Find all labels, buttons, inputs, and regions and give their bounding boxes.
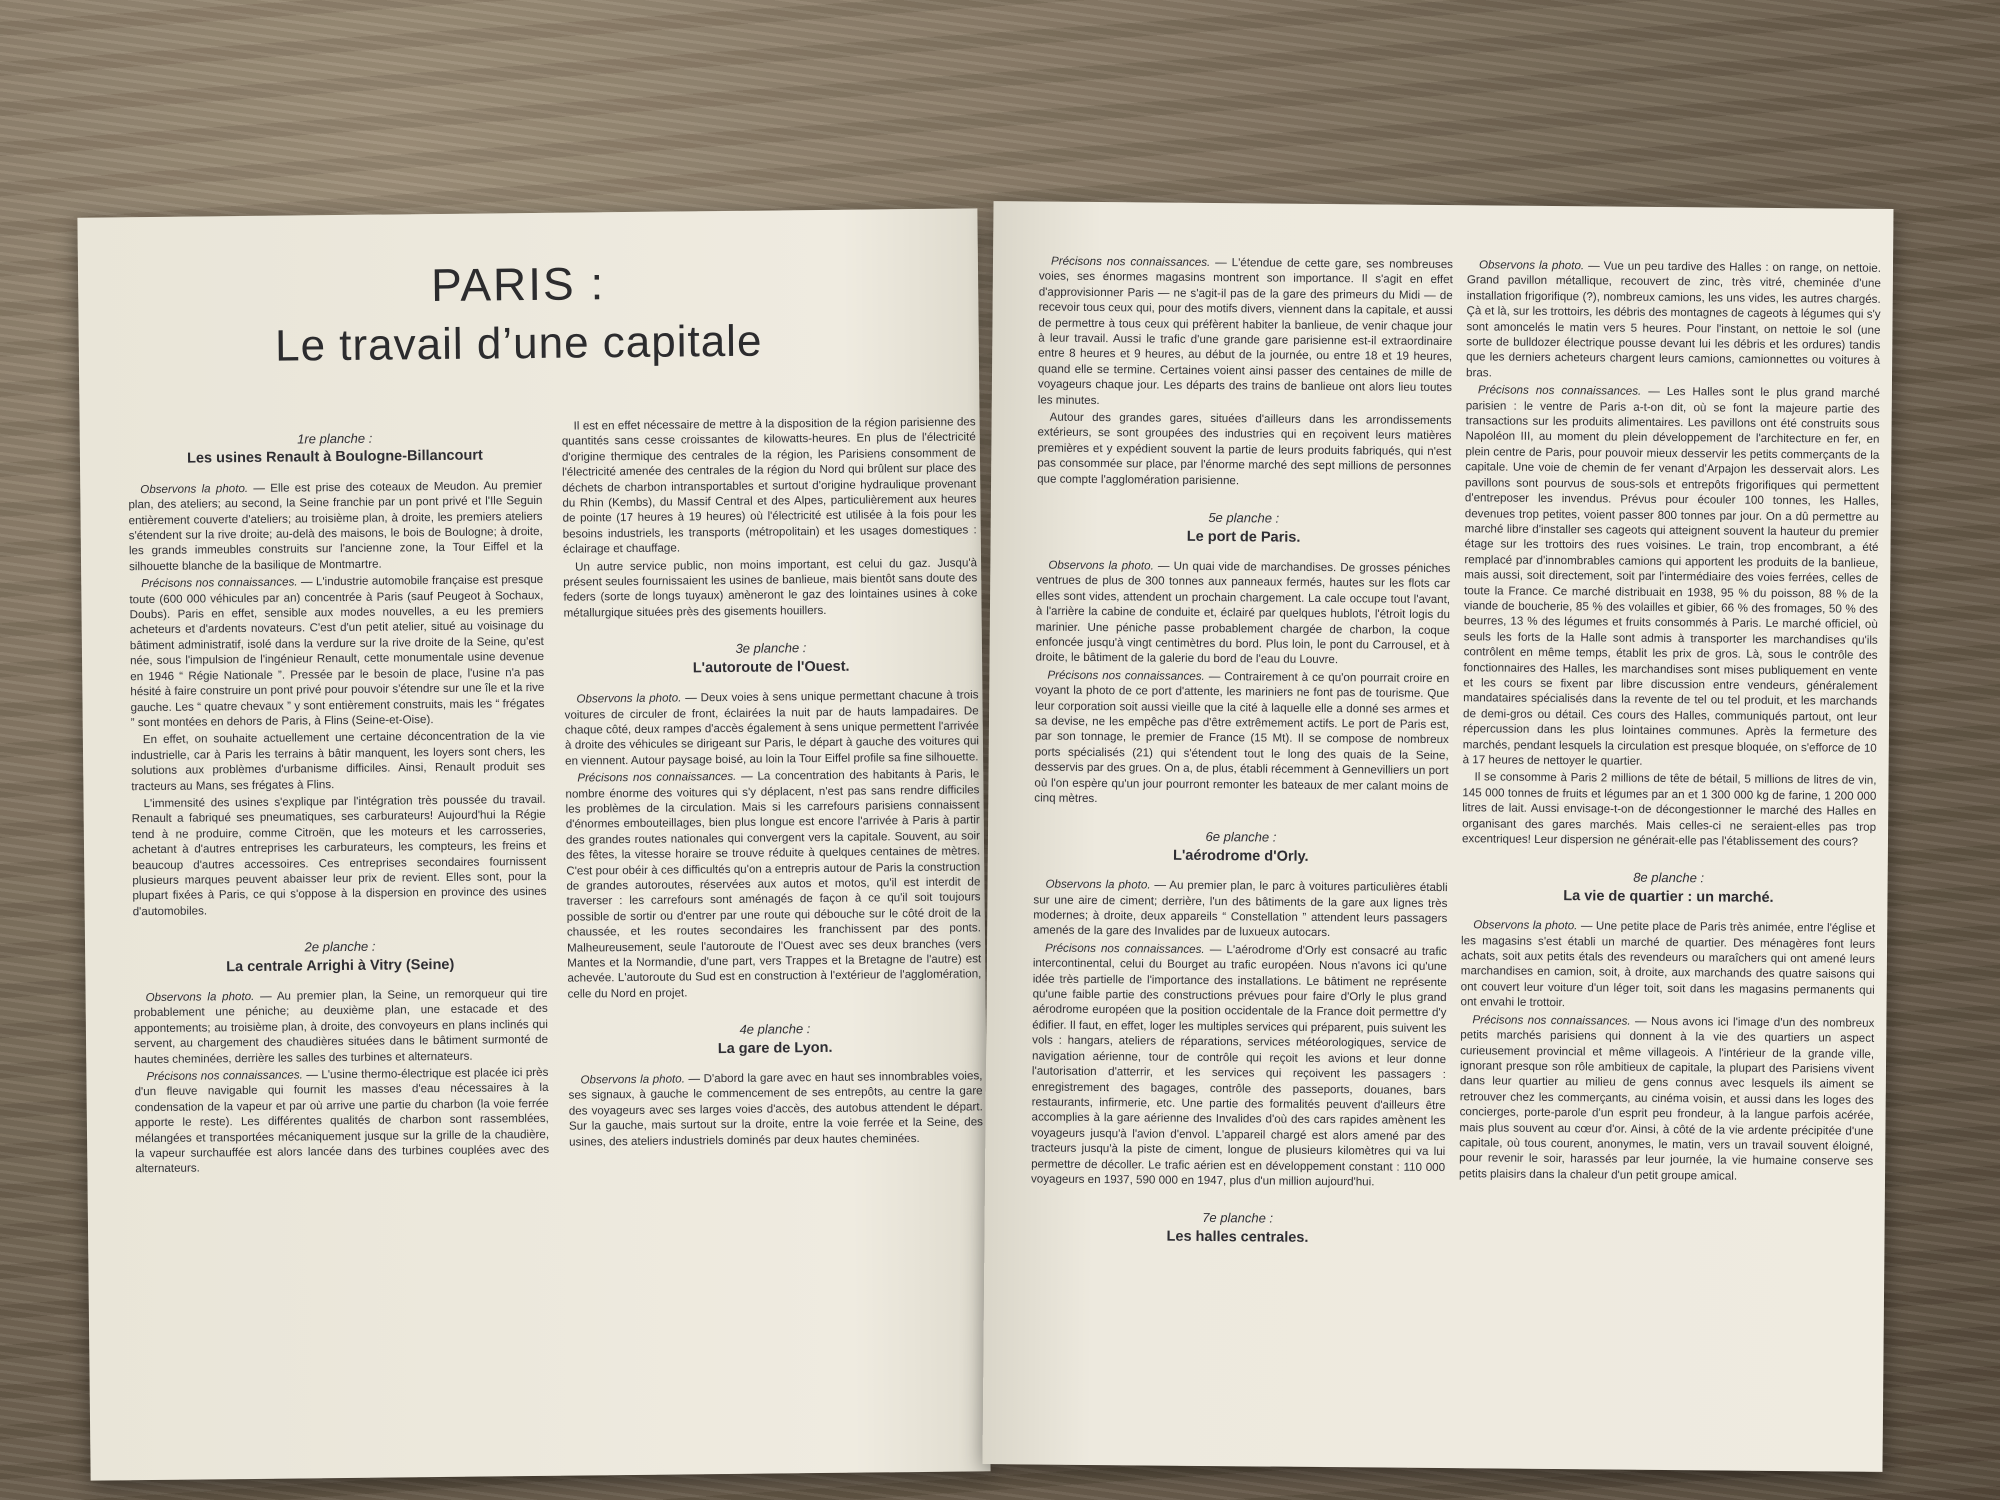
left-column-1	[128, 429, 550, 1179]
page-title	[208, 254, 829, 372]
section-7-paragraph: Observons la photo. — Vue un peu tardive des Halles : on range, on nettoie. Grand pavillon métallique, recouvert de zinc, très vitré, cheminée d'une installation frigorifique (?), nombreux camions, les uns vides, les autres chargés. Çà et là, sur les trottoirs, les débris des montagnes de cageots à légumes qui s'y sont amoncelés le matin vers 5 heures. Pour l'instant, on nettoie le sol (une sorte de bulldozer électrique pousse devant lui les débris et les ordures) tandis que les derniers acheteurs chargent leurs camions, camionnettes ou voitures à bras.	[1465, 258, 1882, 380]
section-1-number: 1re planche :	[297, 430, 373, 447]
section-8-number: 8e planche :	[1633, 870, 1705, 886]
section-1-paragraph: L'immensité des usines s'explique par l'intégration très poussée du travail. Renault a fabriqué ses pneumatiques, ses carburateurs! Aujourd'hui la Régie tend à ne produire, comme Citroën, que les moteurs et les carrosseries, achetant à d'autres entreprises les carburateurs, les compteurs, les freins et beaucoup d'autres accessoires. Ces entreprises secondaires fournissent plusieurs marques peuvent abaisser leur prix de revient. Elles sont, pour la plupart fixées à Paris, ce qui s'oppose à la dispersion en province des usines d'automobiles.	[131, 792, 547, 918]
section-8-title: La vie de quartier : un marché.	[1563, 887, 1774, 906]
section-6-number: 6e planche :	[1205, 829, 1277, 845]
section-7-number: 7e planche :	[1202, 1210, 1274, 1226]
section-8-paragraph: Précisons nos connaissances. — Nous avons ici l'image d'un des nombreux petits marchés parisiens qui donnent à la vie des quartiers un aspect curieusement provincial et même villageois. A l'intérieur de la grande ville, ignorant presque son rôle ambitieux de capitale, la plupart des Parisiens vivent dans leur quartier au milieu de gens connus avec lesquels ils aiment se retrouver chez les commerçants, au cinéma voisin, et aussi dans les loges des concierges, porte-parole d'un esprit peu frondeur, à la langue parfois acérée, mais plus souvent au cœur d'or. Ainsi, à côté de la vie ardente précipitée d'une capitale, où tous courent, anonymes, le matin, vers un travail souvent éloigné, pour revenir le soir, harassés par leur journée, la vie humaine conserve ses petits plaisirs dans la chaleur d'un petit groupe amical.	[1459, 1012, 1875, 1183]
section-6-paragraph: Observons la photo. — Au premier plan, le parc à voitures particulières établi sur une aire de ciment; derrière, l'un des bâtiments de la gare aux lignes très modernes; à droite, deux appareils “ Constellation ” attendent leurs passagers amenés de la gare des Invalides par de luxueux autocars.	[1033, 877, 1448, 940]
section-4-number: 4e planche :	[739, 1021, 811, 1038]
section-8-paragraph: Observons la photo. — Une petite place de Paris très animée, entre l'église et les magasins s'est établi un marché de quartier. Des ménagères font leurs achats, soit aux petits étals des revendeurs ou maraîchers qui ont amené leurs marchandises en camion, soit, à droite, aux marchands des quatre saisons qui ont couvert leur voiture d'un léger toit, soit dans les magasins permanents qui ont envahi le trottoir.	[1460, 918, 1876, 1010]
section-3-paragraph: Observons la photo. — Deux voies à sens unique permettant chacune à trois voitures de circuler de front, éclairées la nuit par de hauts lampadaires. De chaque côté, deux rampes d'accès également à sens unique permettent l'arrivée à droite des véhicules se dirigeant sur Paris, le départ à gauche des voitures qui en viennent. Autour paysage boisé, au loin la Tour Eiffel profile sa fine silhouette.	[564, 688, 980, 768]
section-3-title: L'autoroute de l'Ouest.	[692, 658, 850, 677]
section-4-title: La gare de Lyon.	[717, 1039, 833, 1057]
section-3-paragraph: Précisons nos connaissances. — La concentration des habitants à Paris, le nombre énorme des voitures qui s'y déplacent, n'est pas sans rendre difficiles les problèmes de la circulation. Mais si les carrefours parisiens connaissent d'énormes embouteillages, bien plus longue est encore l'arrivée à Paris à partir des grandes routes nationales qui convergent vers la capitale. Souvent, au soir des fêtes, la vitesse horaire se trouve réduite à quelques centaines de mètres. C'est pour obéir à ces difficultés qu'on a entrepris autour de Paris la construction de grandes autoroutes, réservées aux autos et motos, qu'il est interdit de traverser : les carrefours sont aménagés de façon à ce qu'il soit toujours possible de sortir ou d'entrer par une route qui débouche sur le côté droit de la chaussée, et les routes secondaires les franchissent par des ponts. Malheureusement, seule l'autoroute de l'Ouest avec ses deux branches (vers Mantes et la Normandie, d'une part, vers Trappes et la Bretagne de l'autre) est achevée. L'autoroute du Sud est en construction à l'extérieur de l'agglomération, celle du Nord en projet.	[565, 767, 982, 1001]
title-line-1: PARIS :	[430, 257, 606, 312]
section-2-paragraph: Il est en effet nécessaire de mettre à la disposition de la région parisienne des quantités sans cesse croissantes de kilowatts-heures. En plus de l'électricité d'origine thermique des centrales de la région, les Parisiens consomment de l'électricité amenée des centrales de la région du Nord qui brûlent sur place des déchets de charbon intransportables et surtout d'origine hydraulique provenant du Rhin (Kembs), du Massif Central et des Alpes, particulièrement aux heures de pointe (17 heures à 19 heures) où l'électricité est utilisée à la fois pour les besoins industriels, les transports (métropolitain) et les usages domestiques : éclairage et chauffage.	[561, 415, 977, 556]
section-7-paragraph: Précisons nos connaissances. — Les Halles sont le plus grand marché parisien : le ventre de Paris a-t-on dit, où se font la majeure partie des transactions sur les produits alimentaires. Les pavillons ont été construits sous Napoléon III, au moment du plein développement de l'architecture en fer, en plein centre de Paris, pour pouvoir mieux desservir les petits commerçants de la capitale. Une voie de chemin de fer venant d'Arpajon les desservait alors. Les pavillons sont pourvus de sous-sols et entrepôts frigorifiques qui permettent d'entreposer les invendus. Prévus pour écouler 100 tonnes, les Halles, devenues trop petites, voient passer 800 tonnes par jour. On a dû permettre au marché libre d'installer ses cageots qui atteignent souvent la hauteur du premier étage sur les trottoirs des rues voisines. Le train, trop encombrant, a été remplacé par d'innombrables camions qui apportent les produits de la banlieue, mais aussi, soit directement, soit par l'intermédiaire des voies ferrées, celles de toute la France. Ce marché distribuait en 1938, 95 % du poisson, 88 % de la viande de boucherie, 85 % des volailles et gibier, 66 % des fromages, 50 % des beurres, 13 % des légumes et fruits consommés à Paris. Le marché officiel, où seuls les forts de la Halle sont admis à transporter les marchandises qu'ils contrôlent en même temps, établit les prix de gros. Là, sous le contrôle des fonctionnaires des Halles, les marchandises sont mises publiquement en vente et les cours se fixent par libre discussion entre vendeurs, généralement mandataires spécialisés dans la revente de tel ou tel produit, et les marchands de demi-gros ou détail. Ces cours des Halles, communiqués partout, ont leur répercussion dans les plus lointaines communes. Après la fermeture des marchés, pendant lesquels la circulation est presque bloquée, on s'efforce de 10 à 17 heures de nettoyer le quartier.	[1462, 383, 1880, 768]
right-column-1	[1030, 253, 1453, 1261]
section-1-title: Les usines Renault à Boulogne-Billancourt	[187, 447, 483, 468]
section-6-paragraph: Précisons nos connaissances. — L'aérodrome d'Orly est consacré au trafic intercontinental, celui du Bourget au trafic européen. Nous n'avons ici qu'une idée très partielle de l'importance des installations. Le bâtiment ne représente qu'une faible partie des constructions prévues pour faire d'Orly le plus grand aérodrome européen que la position occidentale de la France doit permettre d'y édifier. Il faut, en effet, loger les multiples services qui préparent, puis suivent les vols : hangars, ateliers de réparations, services météorologiques, service de navigation aérienne, tour de contrôle qui reçoit les avions et leur donne l'autorisation d'atterrir, et les services qui reçoivent les passagers : enregistrement des bagages, contrôle des passeports, douanes, bars restaurants, infirmerie, etc. Une partie des formalités peuvent d'ailleurs être accomplies à la gare aérienne des Invalides d'où des cars rapides amènent les voyageurs jusqu'à l'avion d'envol. L'appareil chargé est alors amené par des tracteurs jusqu'à la piste de ciment, longue de plusieurs kilomètres qui va lui permettre de décoller. Le trafic aérien est en développement constant : 110 000 voyageurs en 1937, 590 000 en 1947, plus d'un million aujourd'hui.	[1030, 941, 1448, 1189]
section-1-paragraph: Précisons nos connaissances. — L'industrie automobile française est presque toute (600 000 véhicules par an) concentrée à Paris (sauf Peugeot à Sochaux, Doubs). Paris en effet, sensible aux modes nouvelles, a eu les premiers acheteurs et d'ardents novateurs. C'est d'un petit atelier, situé au voisinage du bâtiment administratif, isolé dans la verdure sur la rive droite de la Seine, qu'est née, sous l'impulsion de l'ingénieur Renault, cette monumentale usine devenue en 1946 “ Régie Nationale ”. Pressée par le besoin de place, l'usine n'a pas hésité à faire construire un pont privé pour pouvoir s'étendre sur une île et la rive gauche. Les “ quatre chevaux ” y sont entièrement construits, mais les “ frégates ” sont montées en dehors de Paris, à Flins (Seine-et-Oise).	[129, 573, 545, 730]
title-line-2: Le travail d’une capitale	[274, 316, 763, 371]
section-2-title: La centrale Arrighi à Vitry (Seine)	[226, 956, 455, 975]
section-2-paragraph: Observons la photo. — Au premier plan, la Seine, un remorqueur qui tire probablement une péniche; au deuxième plan, une estacade et des appontements; au troisième plan, à droite, des convoyeurs en plans inclinés qui servent, au chargement des chaudières situées dans le bâtiment surmonté de hautes cheminées, derrière les salles des turbines et alternateurs.	[133, 986, 549, 1066]
section-2-paragraph: Précisons nos connaissances. — L'usine thermo-électrique est placée ici près d'un fleuve navigable qui fournit les masses d'eau nécessaires à la condensation de la vapeur et par où arrive une partie du charbon (la voie ferrée apporte le reste). Les différentes qualités de charbon sont rassemblées, mélangées et transportées mécaniquement jusque sur la grille de la chaudière, la vapeur surchauffée est alors lancée dans des turbines couplées avec des alternateurs.	[134, 1065, 550, 1176]
left-column-2	[562, 414, 984, 1151]
section-5-title: Le port de Paris.	[1186, 528, 1301, 546]
left-page	[77, 208, 990, 1480]
section-5-paragraph: Précisons nos connaissances. — Contrairement à ce qu'on pourrait croire en voyant la photo de ce port d'attente, les mariniers ne font pas de tourisme. Que leur corporation soit aussi vieille que la cité à laquelle elle a donné ses armes et sa devise, ne les empêche pas d'être extrêmement actifs. Le port de Paris est, par son tonnage, le premier de France (15 Mt). Il se compose de nombreux ports spécialisés (21) qui s'étendent tout le long des quais de la Seine, desservis par des grues. On a, de plus, établi récemment à Gennevilliers un port où l'on espère qu'un jour pourront remonter les bateaux de mer calant moins de cinq mètres.	[1034, 668, 1450, 806]
section-1-paragraph: En effet, on souhaite actuellement une certaine déconcentration de la vie industrielle, car à Paris les terrains à bâtir manquent, les loyers sont chers, les solutions aux problèmes d'urbanisme difficiles. Ainsi, Renault produit ses tracteurs au Mans, ses frégates à Flins.	[130, 729, 546, 793]
right-page	[983, 201, 1894, 1472]
section-4-paragraph: Observons la photo. — D'abord la gare avec en haut ses innombrables voies, ses signaux, à gauche le commencement de ses entrepôts, au centre la gare des voyageurs avec ses larges voies d'accès, des autobus attendent le départ. Sur la gauche, mais surtout sur la droite, entre la voie ferrée et la Seine, des usines, des ateliers industriels dominés par deux hautes cheminées.	[568, 1069, 983, 1149]
section-1-paragraph: Observons la photo. — Elle est prise des coteaux de Meudon. Au premier plan, des ateliers; au second, la Seine franchie par un pont privé et l'Ile Seguin entièrement couverte d'ateliers; au troisième plan, à droite, les premiers ateliers s'étendent sur la rive droite; au-delà des maisons, le bois de Boulogne; à droite, les grands immeubles construits sur l'ancienne zone, la Tour Eiffel et la silhouette blanche de la basilique de Montmartre.	[128, 478, 543, 574]
section-7-paragraph: Il se consomme à Paris 2 millions de tête de bétail, 5 millions de litres de vin, 145 000 tonnes de fruits et légumes par an et 1 300 000 kg de farine, 1 200 000 litres de lait. Aussi envisage-t-on de décongestionner le marché des Halles en organisant des gares marchés. Mais celles-ci ne seraient-elles pas trop excentriques! Leur dispersion ne générait-elle pas l'établissement des cours?	[1461, 770, 1877, 849]
section-6-title: L'aérodrome d'Orly.	[1172, 847, 1309, 865]
section-7-title: Les halles centrales.	[1166, 1228, 1309, 1246]
section-5-paragraph: Observons la photo. — Un quai vide de marchandises. De grosses péniches ventrues de plus de 300 tonnes aux panneaux fermés, hautes sur les flots car elles sont vides, attendent un prochain chargement. La cale occupe tout l'avant, à l'arrière la cabine de conduite et, éclairé par quelques hublots, l'étroit logis du marinier. Une péniche passe probablement chargée de charbon, la coque enfoncée jusqu'à vingt centimètres du bord. Plus loin, le pont du Carrousel, et à droite, le bâtiment de la galerie du bord de l'eau du Louvre.	[1035, 558, 1451, 667]
section-4-paragraph: Autour des grandes gares, situées d'ailleurs dans les arrondissements extérieurs, se sont groupées des industries qui en reçoivent leurs matières premières et y expédient souvent la partie de leurs produits fabriqués, qui n'est pas consommée sur place, par l'énorme marché des sept millions de personnes que compte l'agglomération parisienne.	[1037, 410, 1452, 487]
right-column-2	[1459, 257, 1881, 1187]
section-3-number: 3e planche :	[735, 640, 807, 657]
section-4-paragraph: Précisons nos connaissances. — L'étendue de cette gare, ses nombreuses voies, ses énormes magasins montrent son importance. Il s'agit en effet d'approvisionner Paris — ne s'agit-il pas de la gare des primeurs du Midi — de recevoir tous ceux qui, pour des motifs divers, viennent dans la capitale, et aussi de permettre à tous ceux qui préfèrent habiter la banlieue, de venir chaque jour à leur travail. Aussi le trafic d'une grande gare parisienne est-il extraordinaire entre 8 heures et 9 heures, au début de la journée, ou entre 18 et 19 heures, quand elle se termine. Certaines voient ainsi passer des centaines de mille de voyageurs chaque jour. Les départs des trains de banlieue ont alors lieu toutes les minutes.	[1037, 254, 1454, 407]
section-5-number: 5e planche :	[1208, 510, 1280, 526]
section-2-number: 2e planche :	[304, 938, 376, 955]
section-2-paragraph: Un autre service public, non moins important, est celui du gaz. Jusqu'à présent seules fournissaient les usines de banlieue, mais bientôt sans doute des feders (sorte de longs tuyaux) amèneront le gaz des lointaines usines à coke métallurgique situées près des gisements houillers.	[563, 556, 978, 620]
